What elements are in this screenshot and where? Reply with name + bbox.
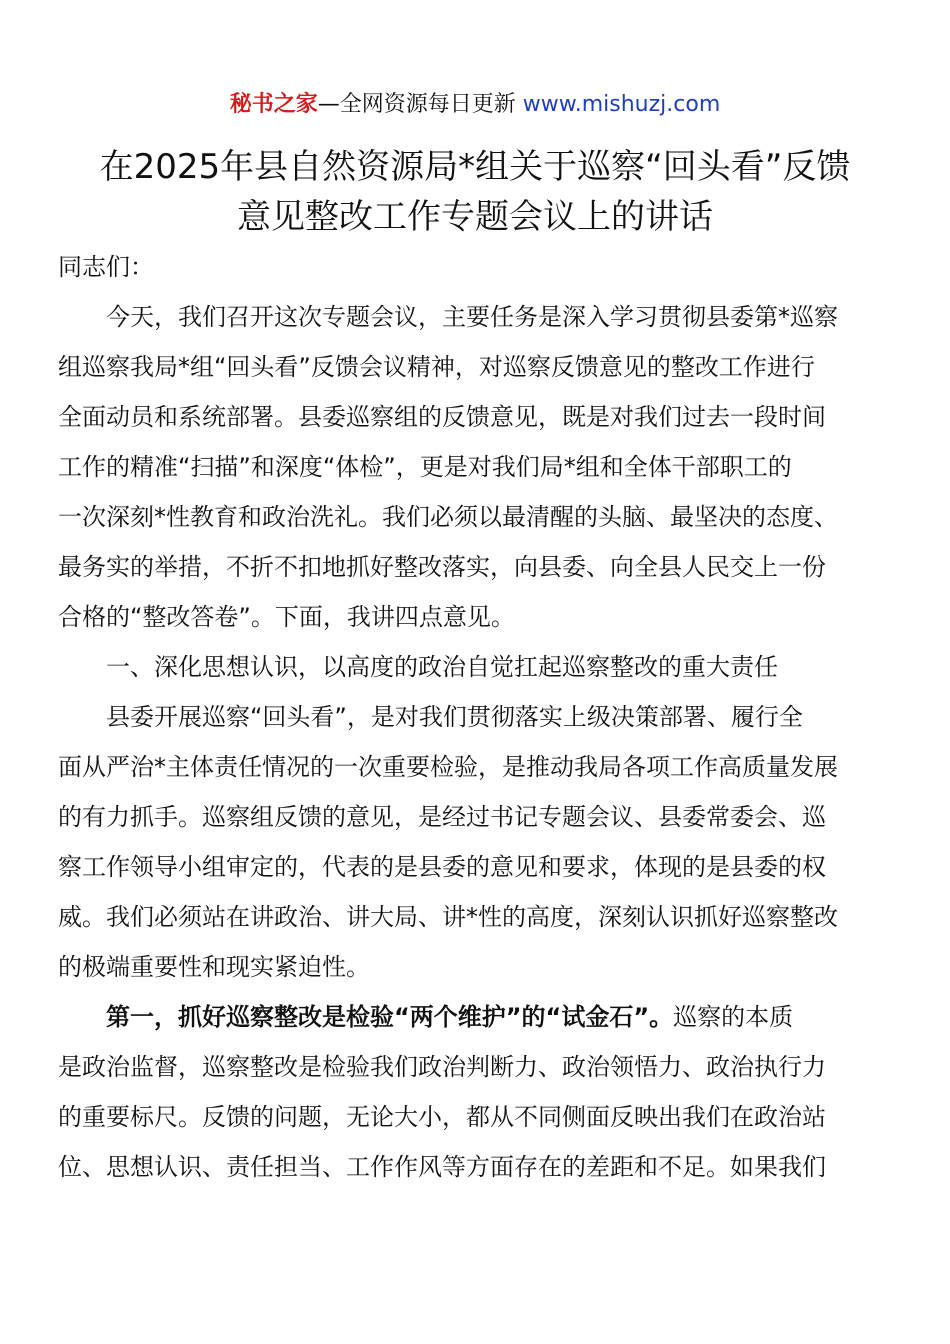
paragraph-line: 组巡察我局*组“回头看”反馈会议精神，对巡察反馈意见的整改工作进行 [58, 353, 815, 381]
paragraph-line: 工作的精准“扫描”和深度“体检”，更是对我们局*组和全体干部职工的 [58, 453, 792, 481]
paragraph-line: 今天，我们召开这次专题会议，主要任务是深入学习贯彻县委第*巡察 [106, 303, 838, 331]
paragraph-line: 县委开展巡察“回头看”，是对我们贯彻落实上级决策部署、履行全 [106, 703, 803, 731]
point-lead-bold: 第一，抓好巡察整改是检验“两个维护”的“试金石”。 [106, 1003, 674, 1031]
document-title-line-2: 意见整改工作专题会议上的讲话 [237, 197, 713, 237]
paragraph-line: 威。我们必须站在讲政治、讲大局、讲*性的高度，深刻认识抓好巡察整改 [58, 903, 838, 931]
paragraph-line: 位、思想认识、责任担当、工作作风等方面存在的差距和不足。如果我们 [58, 1153, 826, 1181]
paragraph-line: 是政治监督，巡察整改是检验我们政治判断力、政治领悟力、政治执行力 [58, 1053, 826, 1081]
paragraph-line: 察工作领导小组审定的，代表的是县委的意见和要求，体现的是县委的权 [58, 853, 826, 881]
document-title-line-1: 在2025年县自然资源局*组关于巡察“回头看”反馈 [99, 147, 851, 187]
paragraph-line: 的重要标尺。反馈的问题，无论大小，都从不同侧面反映出我们在政治站 [58, 1103, 826, 1131]
site-banner [0, 88, 950, 122]
banner-tagline: —全网资源每日更新 [317, 92, 523, 117]
paragraph-line: 全面动员和系统部署。县委巡察组的反馈意见，既是对我们过去一段时间 [58, 403, 826, 431]
paragraph-line: 合格的“整改答卷”。下面，我讲四点意见。 [58, 603, 515, 631]
paragraph-line: 最务实的举措，不折不扣地抓好整改落实，向县委、向全县人民交上一份 [58, 553, 826, 581]
salutation: 同志们： [58, 253, 154, 281]
paragraph-line: 一次深刻*性教育和政治洗礼。我们必须以最清醒的头脑、最坚决的态度、 [58, 503, 838, 531]
paragraph-line: 的极端重要性和现实紧迫性。 [58, 953, 370, 981]
section-heading: 一、深化思想认识，以高度的政治自觉扛起巡察整改的重大责任 [106, 653, 778, 681]
point-lead-rest: 巡察的本质 [673, 1003, 794, 1031]
site-url-link[interactable]: www.mishuzj.com [522, 92, 721, 117]
paragraph-line: 面从严治*主体责任情况的一次重要检验，是推动我局各项工作高质量发展 [58, 753, 838, 781]
paragraph-line: 的有力抓手。巡察组反馈的意见，是经过书记专题会议、县委常委会、巡 [58, 803, 826, 831]
brand-name: 秘书之家 [229, 92, 318, 117]
point-lead-line [106, 1000, 793, 1034]
